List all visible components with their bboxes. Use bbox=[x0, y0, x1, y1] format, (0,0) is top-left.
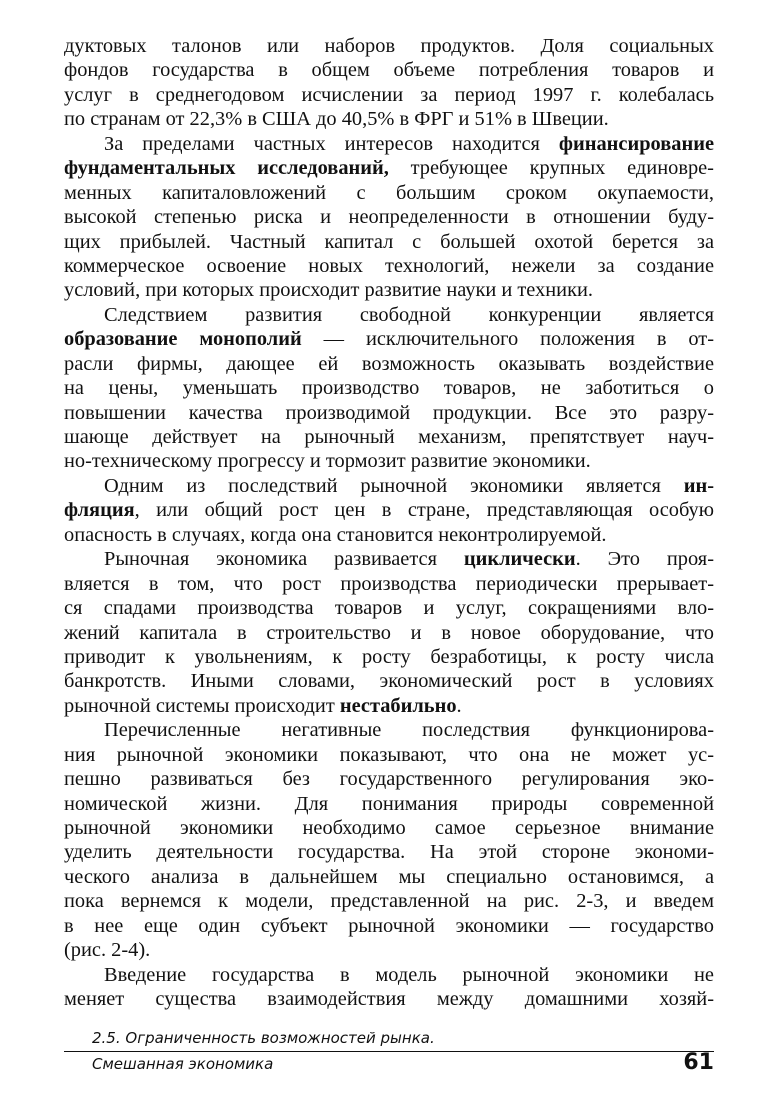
text-line: в нее еще один субъект рыночной экономики — государство bbox=[64, 914, 714, 937]
page-body bbox=[64, 34, 714, 1012]
bold-term: ин- bbox=[683, 474, 714, 497]
text-line: высокой степенью риска и неопределенности в отношении буду- bbox=[64, 206, 714, 229]
text-line: меняет существа взаимодействия между домашними хозяй- bbox=[64, 988, 714, 1011]
text-line: вляется в том, что рост производства периодически прерывает- bbox=[64, 572, 714, 595]
text-line: условий, при которых происходит развитие науки и техники. bbox=[64, 279, 594, 302]
text-line: Следствием развития свободной конкуренции является bbox=[104, 303, 714, 326]
text-line: повышении качества производимой продукции. Все это разру- bbox=[64, 401, 714, 424]
text-line: рыночной системы происходит нестабильно. bbox=[64, 694, 462, 717]
text-line: пока вернемся к модели, представленной на рис. 2-3, и введем bbox=[64, 890, 714, 913]
text-line: шающе действует на рыночный механизм, препятствует науч- bbox=[64, 426, 714, 448]
running-footer-chapter: Смешанная экономика bbox=[92, 1055, 274, 1073]
text-line: Одним из последствий рыночной экономики является ин- bbox=[104, 474, 714, 497]
footer-divider bbox=[64, 1051, 714, 1052]
text-line: по странам от 22,3% в США до 40,5% в ФРГ и 51% в Швеции. bbox=[64, 108, 609, 131]
text-line: опасность в случаях, когда она становится неконтролируемой. bbox=[64, 523, 607, 546]
text-line: ческого анализа в дальнейшем мы специально остановимся, а bbox=[64, 865, 714, 888]
text-line: За пределами частных интересов находится финансирование bbox=[104, 132, 714, 155]
text-line: ся спадами производства товаров и услуг, сокращениями вло- bbox=[64, 597, 714, 620]
text-line: жений капитала в строительство и в новое оборудование, что bbox=[64, 621, 714, 644]
bold-term: нестабильно bbox=[339, 694, 457, 717]
text-line: дуктовых талонов или наборов продуктов. Доля социальных bbox=[64, 35, 714, 57]
text-line: рыночной экономики необходимо самое серьезное внимание bbox=[64, 817, 714, 839]
bold-term: финансирование bbox=[558, 132, 714, 155]
text-line: образование монополий — исключительного положения в от- bbox=[64, 328, 714, 351]
text-line: фундаментальных исследований, требующее крупных единовре- bbox=[64, 157, 714, 180]
bold-term: образование монополий bbox=[64, 328, 302, 351]
text-line: Перечисленные негативные последствия функционирова- bbox=[104, 719, 714, 742]
text-line: банкротств. Иными словами, экономический рост в условиях bbox=[64, 670, 714, 693]
bold-term: фляция bbox=[64, 499, 135, 522]
bold-term: фундаментальных исследований, bbox=[64, 157, 389, 180]
text-line: менных капиталовложений с большим сроком окупаемости, bbox=[64, 181, 714, 204]
text-line: щих прибылей. Частный капитал с большей охотой берется за bbox=[64, 230, 714, 253]
text-line: Введение государства в модель рыночной экономики не bbox=[104, 963, 714, 986]
text-line: (рис. 2-4). bbox=[64, 939, 151, 962]
text-line: но-техническому прогрессу и тормозит развитие экономики. bbox=[64, 450, 591, 473]
text-line: Рыночная экономика развивается циклически. Это проя- bbox=[104, 548, 714, 571]
text-line: на цены, уменьшать производство товаров, не заботиться о bbox=[64, 377, 714, 400]
bold-term: циклически bbox=[463, 548, 576, 571]
text-line: коммерческое освоение новых технологий, нежели за создание bbox=[64, 254, 714, 277]
text-line: фляция, или общий рост цен в стране, представляющая особую bbox=[64, 499, 714, 522]
text-line: расли фирмы, дающее ей возможность оказывать воздействие bbox=[64, 352, 714, 375]
page-number: 61 bbox=[683, 1050, 714, 1075]
text-line: услуг в среднегодовом исчислении за период 1997 г. колебалась bbox=[64, 83, 714, 106]
text-line: номической жизни. Для понимания природы современной bbox=[64, 792, 714, 815]
text-line: пешно развиваться без государственного регулирования эко- bbox=[64, 768, 714, 791]
text-line: приводит к увольнениям, к росту безработицы, к росту числа bbox=[64, 645, 714, 668]
running-footer-section: 2.5. Ограниченность возможностей рынка. bbox=[92, 1029, 435, 1047]
text-line: фондов государства в общем объеме потребления товаров и bbox=[64, 59, 714, 82]
text-line: уделить деятельности государства. На этой стороне экономи- bbox=[64, 841, 714, 864]
text-line: ния рыночной экономики показывают, что она не может ус- bbox=[64, 743, 714, 766]
